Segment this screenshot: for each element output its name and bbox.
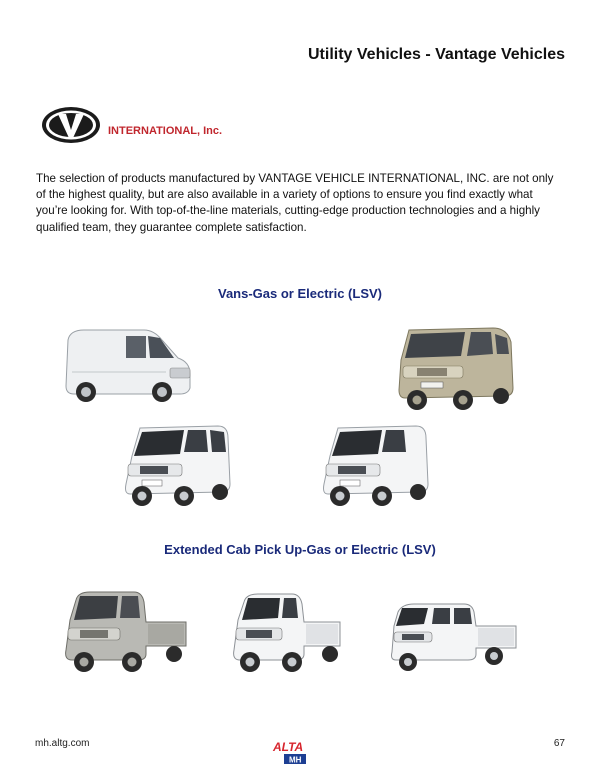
white-pickup-image [230,590,344,676]
page-number: 67 [553,738,565,749]
footer-url: mh.altg.com [35,738,90,749]
page-title: Utility Vehicles - Vantage Vehicles [307,46,565,63]
silver-pickup-image [62,588,190,676]
vans-section-heading: Vans-Gas or Electric (LSV) [217,286,382,301]
logo-bottom-text: MH [289,755,302,765]
pickups-section-heading: Extended Cab Pick Up-Gas or Electric (LSV) [164,542,436,557]
alta-mh-logo [272,738,310,766]
white-van-side-image [62,322,194,406]
white-double-cab-pickup-image [388,598,520,674]
white-van-front-image-left [122,422,232,510]
logo-top-text: ALTA [273,740,304,754]
champagne-van-front-image [395,324,517,414]
white-van-front-image-right [320,422,430,510]
brand-logo-text: INTERNATIONAL, Inc. [108,125,223,137]
intro-paragraph: The selection of products manufactured by VANTAGE VEHICLE INTERNATIONAL, INC. are not only of the highest quality, but are also available in a variety of options to ensure you find exactly what you’re looking for. With top-of-the-line materials, cutting-edge production technologies and a highly qualified team, they guarantee complete satisfaction. [36,172,554,234]
